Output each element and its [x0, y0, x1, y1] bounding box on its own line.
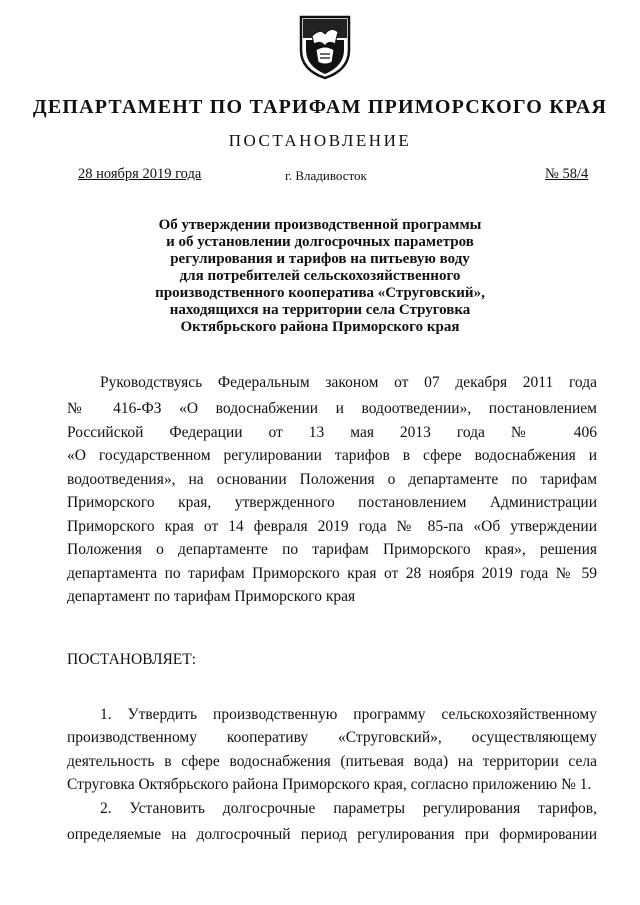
resolves-heading: ПОСТАНОВЛЯЕТ: — [67, 651, 197, 668]
coat-of-arms-icon — [298, 14, 352, 80]
item-2-line: определяемые на долгосрочный период регулирования при формировании — [67, 826, 597, 843]
preamble-line: департамент по тарифам Приморского края — [67, 588, 356, 605]
preamble-line: департамента по тарифам Приморского края от 28 ноября 2019 года № 59 — [67, 565, 597, 582]
subject-line: Октябрьского района Приморского края — [180, 319, 460, 335]
item-2-line: 2. Установить долгосрочные параметры регулирования тарифов, — [100, 800, 597, 817]
subject-line: находящихся на территории села Струговка — [169, 302, 471, 318]
document-city: г. Владивосток — [285, 168, 367, 183]
subject-line: для потребителей сельскохозяйственного — [179, 268, 461, 284]
preamble-line: Приморского края, утвержденного постановлением Администрации — [67, 494, 597, 511]
preamble-line: Российской Федерации от 13 мая 2013 года № 406 — [67, 424, 597, 441]
document-number: № 58/4 — [545, 166, 589, 182]
subject-line: и об установлении долгосрочных параметров — [166, 234, 474, 250]
item-1-line: производственному кооперативу «Струговский», осуществляющему — [67, 729, 597, 746]
document-subject — [120, 217, 520, 336]
document-type: ПОСТАНОВЛЕНИЕ — [228, 131, 412, 150]
subject-line: производственного кооператива «Струговский», — [155, 285, 485, 301]
document-date: 28 ноября 2019 года — [78, 166, 202, 182]
subject-line: Об утверждении производственной программы — [158, 217, 482, 233]
item-1-line: Струговка Октябрьского района Приморского края, согласно приложению № 1. — [67, 776, 592, 793]
item-1-line: 1. Утвердить производственную программу сельскохозяйственному — [100, 706, 597, 723]
preamble-line: Приморского края от 14 февраля 2019 года № 85-па «Об утверждении — [67, 518, 597, 535]
preamble-line: водоотведения», на основании Положения о департаменте по тарифам — [67, 471, 597, 488]
subject-line: регулирования и тарифов на питьевую воду — [170, 251, 470, 267]
preamble-line: Положения о департаменте по тарифам Приморского края», решения — [67, 541, 597, 558]
preamble-line: № 416-ФЗ «О водоснабжении и водоотведении», постановлением — [67, 400, 597, 417]
item-1-line: деятельность в сфере водоснабжения (питьевая вода) на территории села — [67, 753, 597, 770]
preamble-line: «О государственном регулировании тарифов в сфере водоснабжения и — [67, 447, 597, 464]
preamble-line: Руководствуясь Федеральным законом от 07 декабря 2011 года — [100, 374, 597, 391]
department-title: ДЕПАРТАМЕНТ ПО ТАРИФАМ ПРИМОРСКОГО КРАЯ — [32, 96, 608, 118]
